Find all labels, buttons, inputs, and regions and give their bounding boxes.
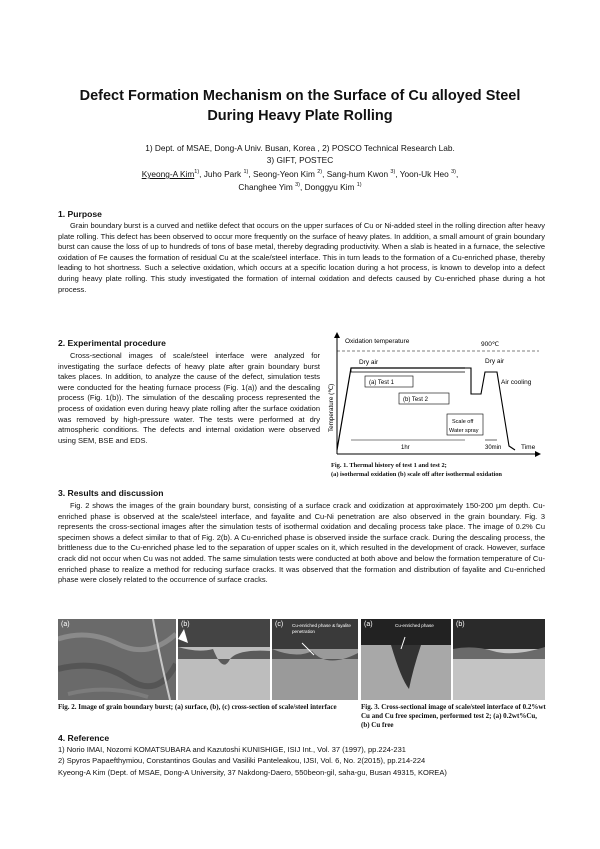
affiliations <box>40 143 560 166</box>
fig1-label-oxidation: Oxidation temperature <box>345 338 410 345</box>
figure2-caption: Fig. 2. Image of grain boundary burst; (a) surface, (b), (c) cross-section of scale/steel interface <box>58 703 337 711</box>
fig1-label-scaleoff: Scale off <box>452 419 474 425</box>
footer-contact: Kyeong-A Kim (Dept. of MSAE, Dong-A University, 37 Nakdong-Daero, 550beon-gil, saha-gu, Busan 49315, KOREA) <box>58 768 447 777</box>
author-sup: 3) <box>295 182 300 189</box>
authors-line1 <box>40 167 560 180</box>
fig1-label-waterspray: Water spray <box>449 428 479 434</box>
paper-title-line2: During Heavy Plate Rolling <box>207 108 393 124</box>
affiliation-line1: 1) Dept. of MSAE, Dong-A Univ. Busan, Korea , 2) POSCO Technical Research Lab. <box>145 143 455 153</box>
fig1-label-ylabel: Temperature (℃) <box>328 383 335 432</box>
author-sup: 1) <box>243 169 249 175</box>
fig1-label-1hr: 1hr <box>401 445 410 451</box>
figure3-caption: Fig. 3. Cross-sectional image of scale/steel interface of 0.2%wt Cu and Cu free specimen, performed test 2; (a) 0.2wt%Cu, (b) Cu free <box>361 703 546 729</box>
fig2b-texture <box>178 619 270 700</box>
author-sup: 3) <box>390 169 396 175</box>
reference-item: 1) Norio IMAI, Nozomi KOMATSUBARA and Kazutoshi KUNISHIGE, ISIJ Int., Vol. 37 (1997), pp.224-231 <box>58 745 406 754</box>
section-heading-experimental: 2. Experimental procedure <box>58 338 166 348</box>
author-sup: 3) <box>451 169 456 175</box>
fig2-label-b: (b) <box>181 621 190 628</box>
reference-item: 2) Spyros Papaefthymiou, Constantinos Goulas and Vasiliki Panteleakou, IJSI, Vol. 6, No. 2(2015), pp.214-224 <box>58 755 426 765</box>
author-sup: 1) <box>356 182 362 189</box>
fig3a-texture <box>361 619 451 700</box>
affiliation-line2: 3) GIFT, POSTEC <box>266 154 334 165</box>
figure3-panel-b <box>453 619 545 700</box>
fig1-x-arrow <box>535 451 541 457</box>
fig3b-texture <box>453 619 545 700</box>
author-name: , Seong-Yeon Kim <box>248 168 318 179</box>
fig2a-texture <box>58 619 176 700</box>
fig1-label-test1: (a) Test 1 <box>369 380 394 386</box>
fig1-label-dryair-right: Dry air <box>485 358 505 365</box>
figure3-panel-a <box>361 619 451 700</box>
fig3-label-b: (b) <box>456 621 465 628</box>
author-name: , Donggyu Kim <box>300 182 357 193</box>
figure1-thermal-history <box>325 332 547 460</box>
fig1-heating-curve <box>351 368 465 372</box>
reference-list <box>58 745 548 766</box>
author-name: Changhee Yim <box>238 182 296 193</box>
fig1-label-900: 900℃ <box>481 341 500 348</box>
fig1-label-time: Time <box>521 444 536 451</box>
author-name: , <box>455 168 459 179</box>
paper-title-line1: Defect Formation Mechanism on the Surface of Cu alloyed Steel <box>79 88 521 104</box>
authors-line2 <box>40 180 560 193</box>
figure1-caption-line2: (a) isothermal oxidation (b) scale off after isothermal oxidation <box>331 470 502 478</box>
authors <box>40 167 560 194</box>
section-text-results: Fig. 2 shows the images of the grain boundary burst, consisting of a surface crack and oxidization at approximately 150-200 μm depth. Cu-enriched phase is observed at the scale/steel interface, and fayalite and Cu-Ni penetration are also observed in the grain boundary. Fig. 3 represents the cross-sectional images after the simulation tests of isothermal oxidation and decaling process take place. The image of 0.2% Cu specimen shows a defect similar to that of Fig. 2(b). A Cu-enriched phase is observed inside the surface crack. During the descaling process, the brittleness due to the Cu-enriched phase led to the separation of upper scales on it, which resulted in the development of crack. However, surface crack did not occur when Cu was not added. The same simulation tests were conducted at both above and below the formation temperature of Cu-enriched phase to realize a method for reducing surface cracks. It was observed that the formation and distribution of fayalite and Cu-enriched phase were closely related to the occurrence of surface cracks. <box>58 501 545 585</box>
figure2-panel-b <box>178 619 270 700</box>
fig1-y-arrow <box>334 332 340 338</box>
figure2-panel-a <box>58 619 176 700</box>
figure1-caption-line1: Fig. 1. Thermal history of test 1 and test 2; <box>331 462 447 469</box>
section-heading-results: 3. Results and discussion <box>58 488 164 498</box>
section-text-experimental: Cross-sectional images of scale/steel interface were analyzed for investigating the surface defects of heavy plate after grain boundary burst takes places. In addition, to analyze the cause of the defect, simulation tests were conducted for the heating furnace process (Fig. 1(a)) and the descaling process (Fig. 1(b)). The simulation of the descaling process represented the process of oxidation even during heavy plate rolling after the surface oxidation was removed by high-pressure water. The tests were performed at dry atmospheric conditions. The defects and internal oxidation were observed using SEM, BSE and EDS. <box>58 351 320 445</box>
fig1-label-dryair-left: Dry air <box>359 359 379 366</box>
fig1-label-test2: (b) Test 2 <box>403 397 428 403</box>
fig2-label-a: (a) <box>61 621 70 628</box>
fig2-label-c: (c) <box>275 621 284 628</box>
section-heading-purpose: 1. Purpose <box>58 209 102 219</box>
author-sup: 1) <box>194 169 200 175</box>
paper-title <box>40 86 560 126</box>
author-name: , Juho Park <box>199 168 244 179</box>
fig3-inset-text: Cu-enriched phase <box>395 623 434 628</box>
fig3-label-a: (a) <box>364 621 373 628</box>
fig1-label-30min: 30min <box>485 445 502 451</box>
figure1-caption <box>331 462 551 479</box>
section-heading-reference: 4. Reference <box>58 733 110 743</box>
fig1-label-aircooling: Air cooling <box>501 379 532 386</box>
presenting-author: Kyeong-A Kim <box>141 168 195 179</box>
author-sup: 2) <box>317 169 323 175</box>
section-text-purpose: Grain boundary burst is a curved and netlike defect that occurs on the upper surfaces of Cu or Ni-added steel in the rolling direction after heavy plate rolling. This defect has been observed to occur more frequently on the surface of heavy plates. In addition, a small amount of grain boundary burst can cause the loss of up to hundreds of tons of base metal, thereby degrading productivity. When a slab is heated in a furnace, the selective oxidation of Fe causes the formation of residual Cu at the scale/steel interface. This in turn leads to the formation of a Cu-enriched phase, thereby leading to hot shortness. Such a selective oxidation, which occurs at a specific location during a hot process, is known to develop into a defect during heavy plate rolling. This study investigated the formation of internal oxidation and defects caused by Cu-enriched phase during a hot process. <box>58 221 545 294</box>
fig2-inset-text: Cu-enriched phase & fayalite penetration <box>292 623 351 634</box>
figure2-panel-c <box>272 619 358 700</box>
author-name: , Yoon-Uk Heo <box>395 168 452 179</box>
author-name: , Sang-hum Kwon <box>322 168 391 179</box>
